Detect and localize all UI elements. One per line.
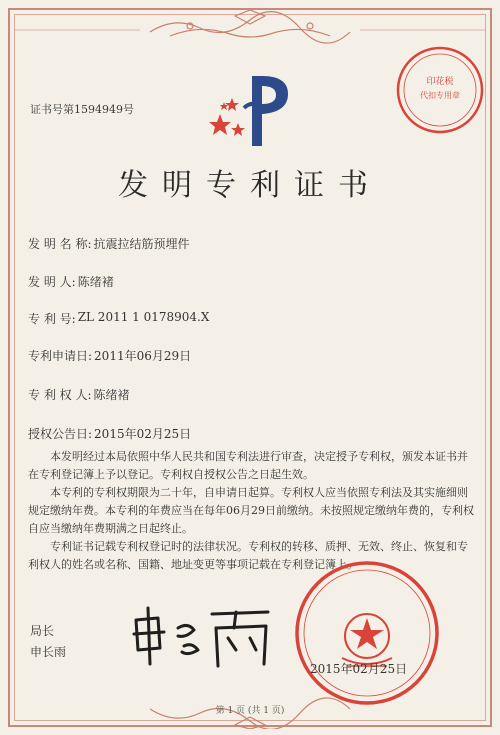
svg-text:代扣专用章: 代扣专用章 [420,91,460,100]
handwritten-signature-icon [128,598,278,670]
patent-office-logo-icon [208,68,298,150]
filing-date-row [28,347,191,364]
top-ornament [0,10,500,44]
page-footer: 第 1 页 (共 1 页) [215,706,285,716]
official-red-seal-icon [292,558,442,708]
body-paragraph-1: 本发明经过本局依照中华人民共和国专利法进行审查，决定授予专利权，颁发本证书并在专利登记簿上予以登记。专利权自授权公告之日起生效。 [28,450,468,481]
body-paragraph-2: 本专利的专利权期限为二十年，自申请日起算。专利权人应当依照专利法及其实施细则规定缴纳年费。本专利的年费应当在每年06月29日前缴纳。未按照规定缴纳年费的，专利权自应当缴纳年费期满之日起终止。 [28,486,474,535]
inventor-row [28,273,114,290]
grant-date-label: 授权公告日: [28,427,93,441]
body-paragraph-3: 专利证书记载专利权登记时的法律状况。专利权的转移、质押、无效、终止、恢复和专利权人的姓名或名称、国籍、地址变更等事项记载在专利登记簿上。 [28,540,468,571]
inventor-value: 陈绪褚 [77,275,114,289]
signatory-name: 申长雨 [30,645,67,659]
inventor-label: 发 明 人: [28,275,76,289]
patentee-label: 专 利 权 人: [28,388,92,402]
small-red-seal-icon [394,44,486,136]
signatory-role: 局长 [30,624,55,638]
certificate-number: 证书号第1594949号 [30,103,134,116]
grant-date-value: 2015年02月25日 [94,427,192,441]
patentee-row [28,386,130,403]
patent-number-label: 专 利 号: [28,312,76,326]
patent-number-row [28,310,209,327]
svg-text:印花税: 印花税 [426,77,454,87]
patent-number-value: ZL 2011 1 0178904.X [77,310,210,324]
invention-name-value: 抗震拉结筋预埋件 [93,237,190,251]
filing-date-value: 2011年06月29日 [94,349,192,363]
certificate-title: 发明专利证书 [118,168,382,203]
certificate-body [28,448,474,574]
invention-name-row [28,235,190,252]
invention-name-label: 发 明 名 称: [28,237,92,251]
seal-date: 2015年02月25日 [310,662,408,676]
grant-date-row [28,425,191,442]
patentee-value: 陈绪褚 [93,388,130,402]
filing-date-label: 专利申请日: [28,349,93,363]
